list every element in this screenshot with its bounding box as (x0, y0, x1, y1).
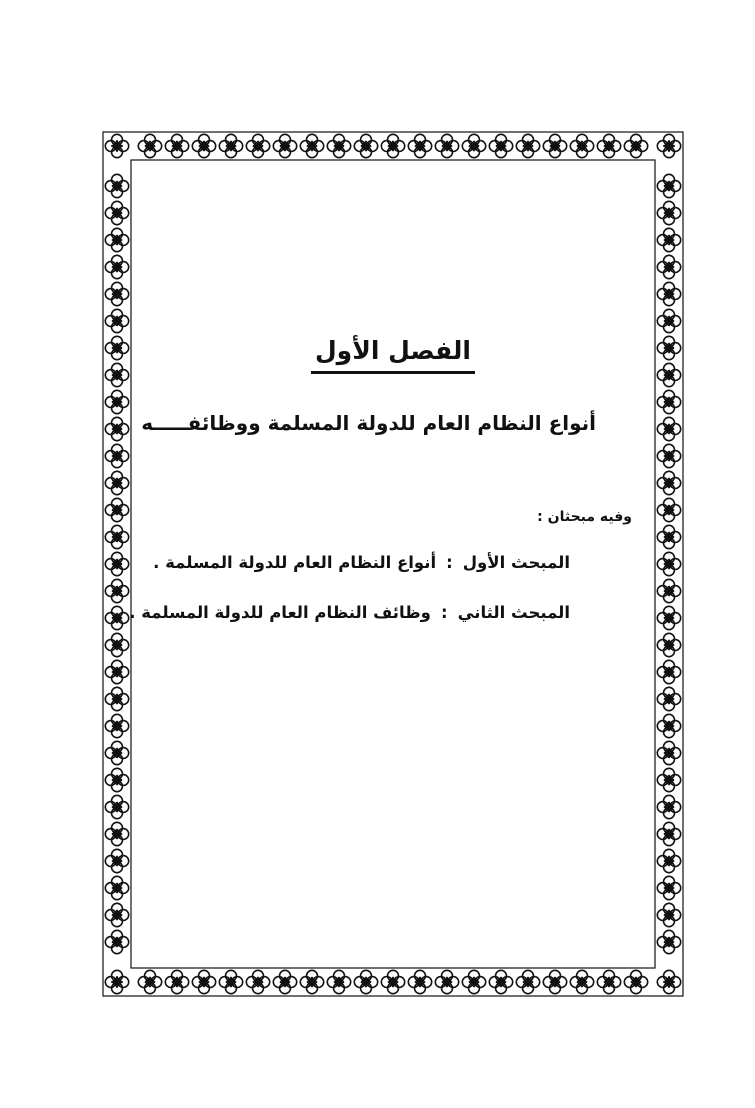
chapter-content (102, 131, 684, 997)
section-text: أنواع النظام العام للدولة المسلمة . (153, 553, 437, 572)
chapter-title-text: الفصل الأول (311, 336, 475, 374)
section-item-1 (129, 553, 570, 603)
chapter-subtitle: أنواع النظام العام للدولة المسلمة ووظائفـــــه (141, 411, 596, 435)
section-label: المبحث الثاني (457, 603, 570, 622)
section-text: وظائف النظام العام للدولة المسلمة . (129, 603, 431, 622)
section-item-2 (129, 603, 570, 653)
sections-intro: وفيه مبحثان : (537, 509, 632, 525)
section-label: المبحث الأول (462, 553, 570, 572)
chapter-title (102, 336, 684, 374)
section-separator: : (440, 603, 448, 622)
sections-list (129, 553, 570, 653)
section-separator: : (446, 553, 453, 572)
